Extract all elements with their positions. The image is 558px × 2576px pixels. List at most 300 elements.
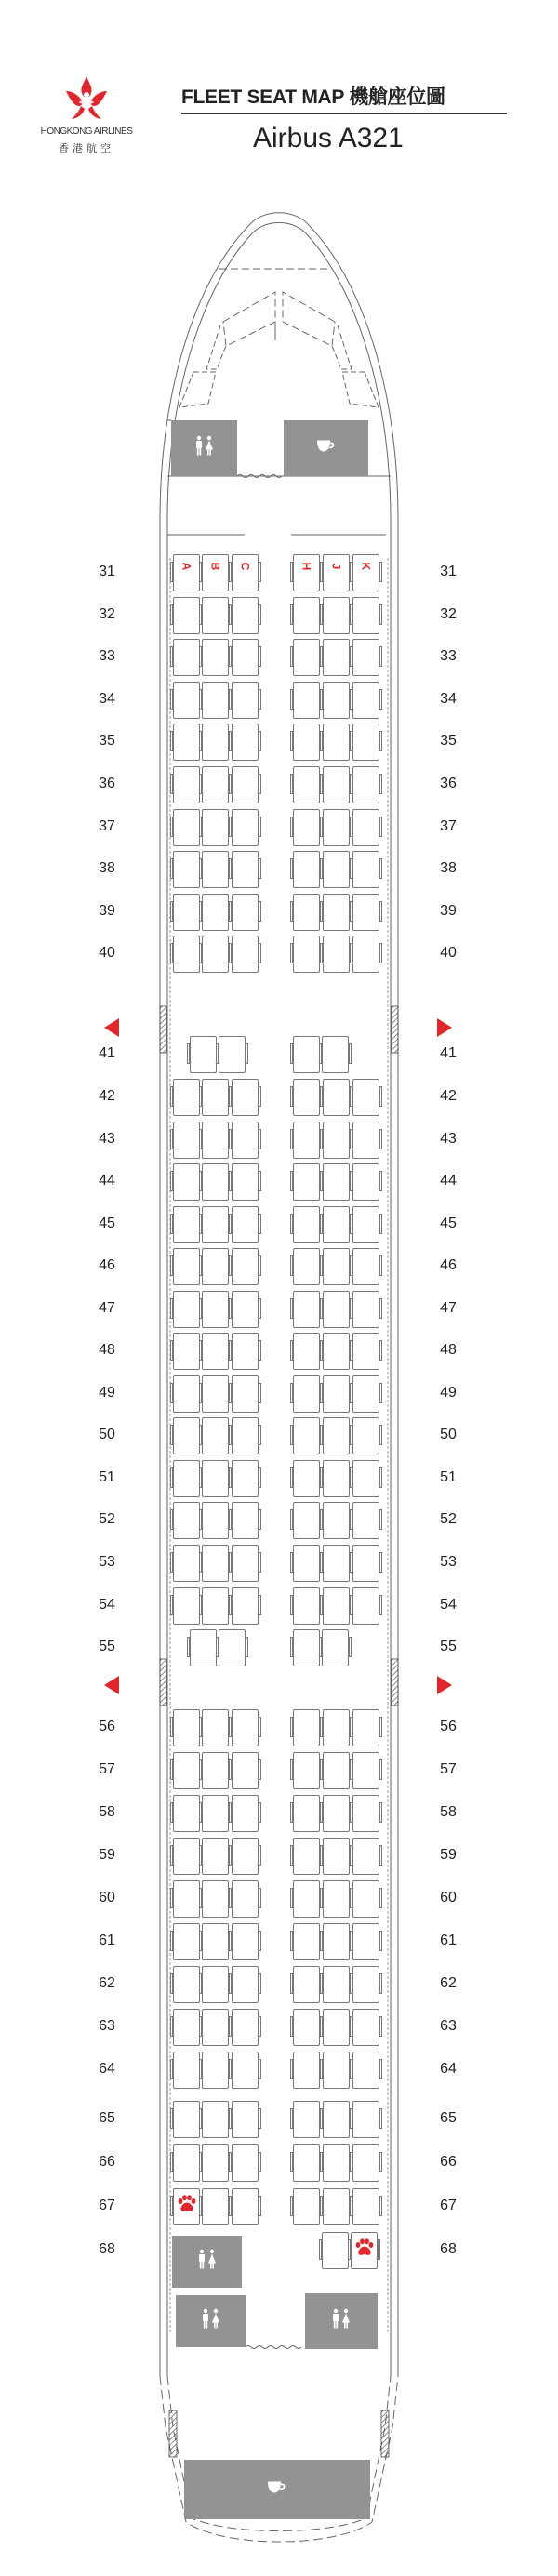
seat-back <box>293 682 320 710</box>
seat-57A[interactable] <box>173 1752 200 1789</box>
seat-cushion <box>323 836 350 846</box>
seat-42A[interactable] <box>173 1079 200 1116</box>
seat-cushion <box>323 963 350 973</box>
seat-48B[interactable] <box>202 1333 229 1370</box>
seat-56H[interactable] <box>293 1709 320 1746</box>
seat-38A[interactable] <box>173 851 200 888</box>
seat-cushion <box>232 921 259 931</box>
seat-51C[interactable] <box>232 1460 259 1497</box>
seat-back <box>173 1248 200 1276</box>
seat-61C[interactable] <box>232 1923 259 1960</box>
seat-cushion <box>202 921 229 931</box>
seat-60H[interactable] <box>293 1880 320 1918</box>
seat-49H[interactable] <box>293 1375 320 1413</box>
seat-67K[interactable] <box>352 2188 379 2225</box>
seat-35J[interactable] <box>323 724 350 761</box>
seat-66J[interactable] <box>323 2144 350 2182</box>
seat-40B[interactable] <box>202 936 229 973</box>
seat-32B[interactable] <box>202 597 229 634</box>
seat-37B[interactable] <box>202 809 229 846</box>
seat-back <box>173 1587 200 1615</box>
seat-52J[interactable] <box>323 1502 350 1539</box>
armrest <box>259 1255 261 1276</box>
seat-50H[interactable] <box>293 1417 320 1454</box>
seat-62A[interactable] <box>173 1966 200 2003</box>
paw-print-icon <box>173 2195 200 2218</box>
seat-back <box>323 1375 350 1403</box>
seat-back <box>202 1122 229 1149</box>
seat-cushion <box>323 581 350 591</box>
row-number-left: 63 <box>99 2018 115 2034</box>
armrest <box>379 2059 382 2079</box>
seat-44C[interactable] <box>232 1163 259 1201</box>
seat-42J[interactable] <box>323 1079 350 1116</box>
seat-61B[interactable] <box>202 1923 229 1960</box>
seat-54H[interactable] <box>293 1587 320 1625</box>
seat-cushion <box>352 2171 379 2182</box>
seat-45C[interactable] <box>232 1206 259 1243</box>
seat-62C[interactable] <box>232 1966 259 2003</box>
seat-cushion <box>232 1779 259 1789</box>
seat-back <box>173 1460 200 1488</box>
seat-68J[interactable] <box>322 2232 349 2269</box>
armrest <box>378 2239 380 2260</box>
seat-62J[interactable] <box>323 1966 350 2003</box>
seat-59A[interactable] <box>173 1838 200 1875</box>
seat-42K[interactable] <box>352 1079 379 1116</box>
seat-cushion <box>173 1529 200 1539</box>
seat-32K[interactable] <box>352 597 379 634</box>
seat-cushion <box>323 1402 350 1413</box>
seat-63A[interactable] <box>173 2009 200 2046</box>
seat-34H[interactable] <box>293 682 320 719</box>
seat-38B[interactable] <box>202 851 229 888</box>
seat-64J[interactable] <box>323 2052 350 2089</box>
seat-60K[interactable] <box>352 1880 379 1918</box>
seat-65K[interactable] <box>352 2101 379 2138</box>
seat-52A[interactable] <box>173 1502 200 1539</box>
row-number-right: 49 <box>440 1385 457 1401</box>
seat-51J[interactable] <box>323 1460 350 1497</box>
seat-37A[interactable] <box>173 809 200 846</box>
seat-33H[interactable] <box>293 639 320 676</box>
seat-42C[interactable] <box>232 1079 259 1116</box>
seat-61J[interactable] <box>323 1923 350 1960</box>
seat-back <box>352 894 379 922</box>
seat-33K[interactable] <box>352 639 379 676</box>
seat-50K[interactable] <box>352 1417 379 1454</box>
seat-35B[interactable] <box>202 724 229 761</box>
seat-58H[interactable] <box>293 1795 320 1832</box>
seat-62H[interactable] <box>293 1966 320 2003</box>
seat-59C[interactable] <box>232 1838 259 1875</box>
seat-33A[interactable] <box>173 639 200 676</box>
seat-back <box>352 1923 379 1951</box>
seat-40C[interactable] <box>232 936 259 973</box>
seat-51H[interactable] <box>293 1460 320 1497</box>
seat-39K[interactable] <box>352 894 379 931</box>
seat-49C[interactable] <box>232 1375 259 1413</box>
seat-36A[interactable] <box>173 766 200 803</box>
seat-63J[interactable] <box>323 2009 350 2046</box>
seat-45K[interactable] <box>352 1206 379 1243</box>
seat-65B[interactable] <box>202 2101 229 2138</box>
seat-41H[interactable] <box>293 1036 320 1073</box>
seat-47J[interactable] <box>323 1291 350 1328</box>
seat-59H[interactable] <box>293 1838 320 1875</box>
seat-63K[interactable] <box>352 2009 379 2046</box>
seat-43C[interactable] <box>232 1122 259 1159</box>
seat-39H[interactable] <box>293 894 320 931</box>
row-number-right: 66 <box>440 2154 457 2170</box>
seat-cushion <box>173 921 200 931</box>
seat-35C[interactable] <box>232 724 259 761</box>
seat-31A[interactable] <box>173 554 200 591</box>
seat-37J[interactable] <box>323 809 350 846</box>
seat-back <box>173 1838 200 1866</box>
seat-57B[interactable] <box>202 1752 229 1789</box>
seat-cushion <box>173 1614 200 1625</box>
seat-34C[interactable] <box>232 682 259 719</box>
seat-67B[interactable] <box>202 2188 229 2225</box>
seat-32C[interactable] <box>232 597 259 634</box>
seat-39B[interactable] <box>202 894 229 931</box>
seat-52K[interactable] <box>352 1502 379 1539</box>
seat-53C[interactable] <box>232 1545 259 1582</box>
seat-43B[interactable] <box>202 1122 229 1159</box>
seat-40K[interactable] <box>352 936 379 973</box>
seat-31C[interactable] <box>232 554 259 591</box>
seat-54J[interactable] <box>323 1587 350 1625</box>
seat-cushion <box>293 1529 320 1539</box>
seat-cushion <box>202 1529 229 1539</box>
seat-48H[interactable] <box>293 1333 320 1370</box>
seat-back <box>202 1163 229 1191</box>
seat-31K[interactable] <box>352 554 379 591</box>
seat-cushion <box>293 1993 320 2003</box>
seat-64H[interactable] <box>293 2052 320 2089</box>
seat-60J[interactable] <box>323 1880 350 1918</box>
seat-64C[interactable] <box>232 2052 259 2089</box>
seat-46C[interactable] <box>232 1248 259 1285</box>
seat-44K[interactable] <box>352 1163 379 1201</box>
seat-57K[interactable] <box>352 1752 379 1789</box>
seat-cushion <box>202 1993 229 2003</box>
seat-back <box>293 809 320 837</box>
seat-49K[interactable] <box>352 1375 379 1413</box>
seat-cushion <box>232 709 259 719</box>
seat-56A[interactable] <box>173 1709 200 1746</box>
seat-49J[interactable] <box>323 1375 350 1413</box>
seat-cushion <box>293 1865 320 1875</box>
seat-45A[interactable] <box>173 1206 200 1243</box>
seat-45H[interactable] <box>293 1206 320 1243</box>
seat-51A[interactable] <box>173 1460 200 1497</box>
seat-34J[interactable] <box>323 682 350 719</box>
seat-back <box>293 1079 320 1107</box>
seat-36H[interactable] <box>293 766 320 803</box>
seat-55J[interactable] <box>322 1629 349 1666</box>
seat-36B[interactable] <box>202 766 229 803</box>
seat-32H[interactable] <box>293 597 320 634</box>
seat-61A[interactable] <box>173 1923 200 1960</box>
seat-38C[interactable] <box>232 851 259 888</box>
seat-36J[interactable] <box>323 766 350 803</box>
row-number-right: 60 <box>440 1890 457 1905</box>
seat-44B[interactable] <box>202 1163 229 1201</box>
seat-35H[interactable] <box>293 724 320 761</box>
seat-67J[interactable] <box>323 2188 350 2225</box>
seat-32A[interactable] <box>173 597 200 634</box>
seat-back <box>323 1502 350 1530</box>
seat-cushion <box>173 1993 200 2003</box>
seat-56K[interactable] <box>352 1709 379 1746</box>
seat-47H[interactable] <box>293 1291 320 1328</box>
armrest <box>379 1340 382 1361</box>
seat-44J[interactable] <box>323 1163 350 1201</box>
seat-53H[interactable] <box>293 1545 320 1582</box>
seat-58K[interactable] <box>352 1795 379 1832</box>
seat-46J[interactable] <box>323 1248 350 1285</box>
seat-58B[interactable] <box>202 1795 229 1832</box>
seat-cushion <box>323 2036 350 2046</box>
armrest <box>379 1171 382 1191</box>
seat-65A[interactable] <box>173 2101 200 2138</box>
seat-50A[interactable] <box>173 1417 200 1454</box>
seat-66H[interactable] <box>293 2144 320 2182</box>
seat-44A[interactable] <box>173 1163 200 1201</box>
seat-64A[interactable] <box>173 2052 200 2089</box>
seat-52H[interactable] <box>293 1502 320 1539</box>
exit-arrow-icon <box>437 1676 452 1694</box>
seat-41J[interactable] <box>322 1036 349 1073</box>
seat-34A[interactable] <box>173 682 200 719</box>
seat-60C[interactable] <box>232 1880 259 1918</box>
armrest <box>259 2059 261 2079</box>
seat-back <box>232 1206 259 1234</box>
seat-40J[interactable] <box>323 936 350 973</box>
seat-52C[interactable] <box>232 1502 259 1539</box>
seat-51B[interactable] <box>202 1460 229 1497</box>
seat-58A[interactable] <box>173 1795 200 1832</box>
seat-49A[interactable] <box>173 1375 200 1413</box>
seat-40H[interactable] <box>293 936 320 973</box>
seat-53A[interactable] <box>173 1545 200 1582</box>
airline-name-en: HONGKONG AIRLINES <box>40 126 133 137</box>
seat-33B[interactable] <box>202 639 229 676</box>
seat-31H[interactable] <box>293 554 320 591</box>
seat-53K[interactable] <box>352 1545 379 1582</box>
seat-cushion <box>352 666 379 676</box>
seat-66K[interactable] <box>352 2144 379 2182</box>
seat-43H[interactable] <box>293 1122 320 1159</box>
seat-39C[interactable] <box>232 894 259 931</box>
seat-44H[interactable] <box>293 1163 320 1201</box>
seat-45B[interactable] <box>202 1206 229 1243</box>
seat-47B[interactable] <box>202 1291 229 1328</box>
seat-cushion <box>293 963 320 973</box>
seat-cushion <box>323 1233 350 1243</box>
seat-38K[interactable] <box>352 851 379 888</box>
row-number-right: 68 <box>440 2241 457 2257</box>
seat-cushion <box>232 1950 259 1960</box>
seat-55C[interactable] <box>219 1629 246 1666</box>
seat-back <box>232 766 259 794</box>
seat-55H[interactable] <box>293 1629 320 1666</box>
seat-cushion <box>202 836 229 846</box>
seat-61K[interactable] <box>352 1923 379 1960</box>
seat-65J[interactable] <box>323 2101 350 2138</box>
seat-58C[interactable] <box>232 1795 259 1832</box>
seat-60B[interactable] <box>202 1880 229 1918</box>
seat-64B[interactable] <box>202 2052 229 2089</box>
seat-cushion <box>173 2128 200 2138</box>
seat-50J[interactable] <box>323 1417 350 1454</box>
seat-51K[interactable] <box>352 1460 379 1497</box>
seat-41C[interactable] <box>219 1036 246 1073</box>
seat-52B[interactable] <box>202 1502 229 1539</box>
seat-36K[interactable] <box>352 766 379 803</box>
seat-56B[interactable] <box>202 1709 229 1746</box>
seat-back <box>352 1417 379 1445</box>
seat-back <box>293 894 320 922</box>
seat-40A[interactable] <box>173 936 200 973</box>
seat-32J[interactable] <box>323 597 350 634</box>
seat-43K[interactable] <box>352 1122 379 1159</box>
seat-43A[interactable] <box>173 1122 200 1159</box>
seat-66A[interactable] <box>173 2144 200 2182</box>
seat-54B[interactable] <box>202 1587 229 1625</box>
seat-50B[interactable] <box>202 1417 229 1454</box>
seat-38J[interactable] <box>323 851 350 888</box>
seat-56C[interactable] <box>232 1709 259 1746</box>
seat-54A[interactable] <box>173 1587 200 1625</box>
seat-37K[interactable] <box>352 809 379 846</box>
seat-cushion <box>202 1865 229 1875</box>
seat-61H[interactable] <box>293 1923 320 1960</box>
seat-48J[interactable] <box>323 1333 350 1370</box>
seat-39A[interactable] <box>173 894 200 931</box>
seat-63C[interactable] <box>232 2009 259 2046</box>
seat-66B[interactable] <box>202 2144 229 2182</box>
seat-48A[interactable] <box>173 1333 200 1370</box>
armrest <box>259 2016 261 2037</box>
seat-back <box>293 1880 320 1908</box>
seat-65H[interactable] <box>293 2101 320 2138</box>
seat-cushion <box>202 1106 229 1116</box>
seat-cushion <box>293 1656 320 1666</box>
seat-43J[interactable] <box>323 1122 350 1159</box>
seat-back <box>232 851 259 879</box>
seat-34B[interactable] <box>202 682 229 719</box>
seat-34K[interactable] <box>352 682 379 719</box>
seat-59J[interactable] <box>323 1838 350 1875</box>
row-number-left: 62 <box>99 1975 115 1991</box>
seat-56J[interactable] <box>323 1709 350 1746</box>
seat-54C[interactable] <box>232 1587 259 1625</box>
seat-cushion <box>323 709 350 719</box>
seat-55B[interactable] <box>190 1629 217 1666</box>
seat-33J[interactable] <box>323 639 350 676</box>
row-number-left: 49 <box>99 1385 115 1401</box>
seat-62K[interactable] <box>352 1966 379 2003</box>
seat-36C[interactable] <box>232 766 259 803</box>
seat-65C[interactable] <box>232 2101 259 2138</box>
seat-back <box>293 2052 320 2079</box>
seat-cushion <box>352 1993 379 2003</box>
seat-cushion <box>232 1572 259 1582</box>
seat-41B[interactable] <box>190 1036 217 1073</box>
seat-cushion <box>352 921 379 931</box>
seat-35A[interactable] <box>173 724 200 761</box>
seat-49B[interactable] <box>202 1375 229 1413</box>
seat-64K[interactable] <box>352 2052 379 2089</box>
seat-31J[interactable] <box>323 554 350 591</box>
seat-68K[interactable] <box>351 2232 378 2269</box>
seat-47A[interactable] <box>173 1291 200 1328</box>
armrest <box>259 1595 261 1615</box>
seat-46A[interactable] <box>173 1248 200 1285</box>
seat-back <box>352 1545 379 1573</box>
seat-58J[interactable] <box>323 1795 350 1832</box>
seat-42H[interactable] <box>293 1079 320 1116</box>
seat-33C[interactable] <box>232 639 259 676</box>
seat-back <box>173 1333 200 1361</box>
seat-63B[interactable] <box>202 2009 229 2046</box>
seat-57J[interactable] <box>323 1752 350 1789</box>
seat-67A[interactable] <box>173 2188 200 2225</box>
seat-38H[interactable] <box>293 851 320 888</box>
seat-66C[interactable] <box>232 2144 259 2182</box>
seat-63H[interactable] <box>293 2009 320 2046</box>
seat-54K[interactable] <box>352 1587 379 1625</box>
seat-37C[interactable] <box>232 809 259 846</box>
seat-53B[interactable] <box>202 1545 229 1582</box>
seat-67C[interactable] <box>232 2188 259 2225</box>
seat-47K[interactable] <box>352 1291 379 1328</box>
seat-48C[interactable] <box>232 1333 259 1370</box>
seat-42B[interactable] <box>202 1079 229 1116</box>
seat-46B[interactable] <box>202 1248 229 1285</box>
seat-cushion <box>202 1360 229 1370</box>
seat-47C[interactable] <box>232 1291 259 1328</box>
seat-31B[interactable] <box>202 554 229 591</box>
seat-60A[interactable] <box>173 1880 200 1918</box>
seat-35K[interactable] <box>352 724 379 761</box>
seat-cushion <box>323 1572 350 1582</box>
seat-cushion <box>173 793 200 803</box>
seat-48K[interactable] <box>352 1333 379 1370</box>
seat-57H[interactable] <box>293 1752 320 1789</box>
seat-39J[interactable] <box>323 894 350 931</box>
seat-53J[interactable] <box>323 1545 350 1582</box>
seat-59K[interactable] <box>352 1838 379 1875</box>
seat-50C[interactable] <box>232 1417 259 1454</box>
seat-45J[interactable] <box>323 1206 350 1243</box>
seat-57C[interactable] <box>232 1752 259 1789</box>
armrest <box>259 1552 261 1573</box>
armrest <box>379 604 382 625</box>
seat-62B[interactable] <box>202 1966 229 2003</box>
seat-37H[interactable] <box>293 809 320 846</box>
seat-59B[interactable] <box>202 1838 229 1875</box>
seat-back <box>293 2188 320 2216</box>
seat-back <box>173 1375 200 1403</box>
seat-cushion <box>202 1572 229 1582</box>
seat-46K[interactable] <box>352 1248 379 1285</box>
seat-67H[interactable] <box>293 2188 320 2225</box>
seat-46H[interactable] <box>293 1248 320 1285</box>
